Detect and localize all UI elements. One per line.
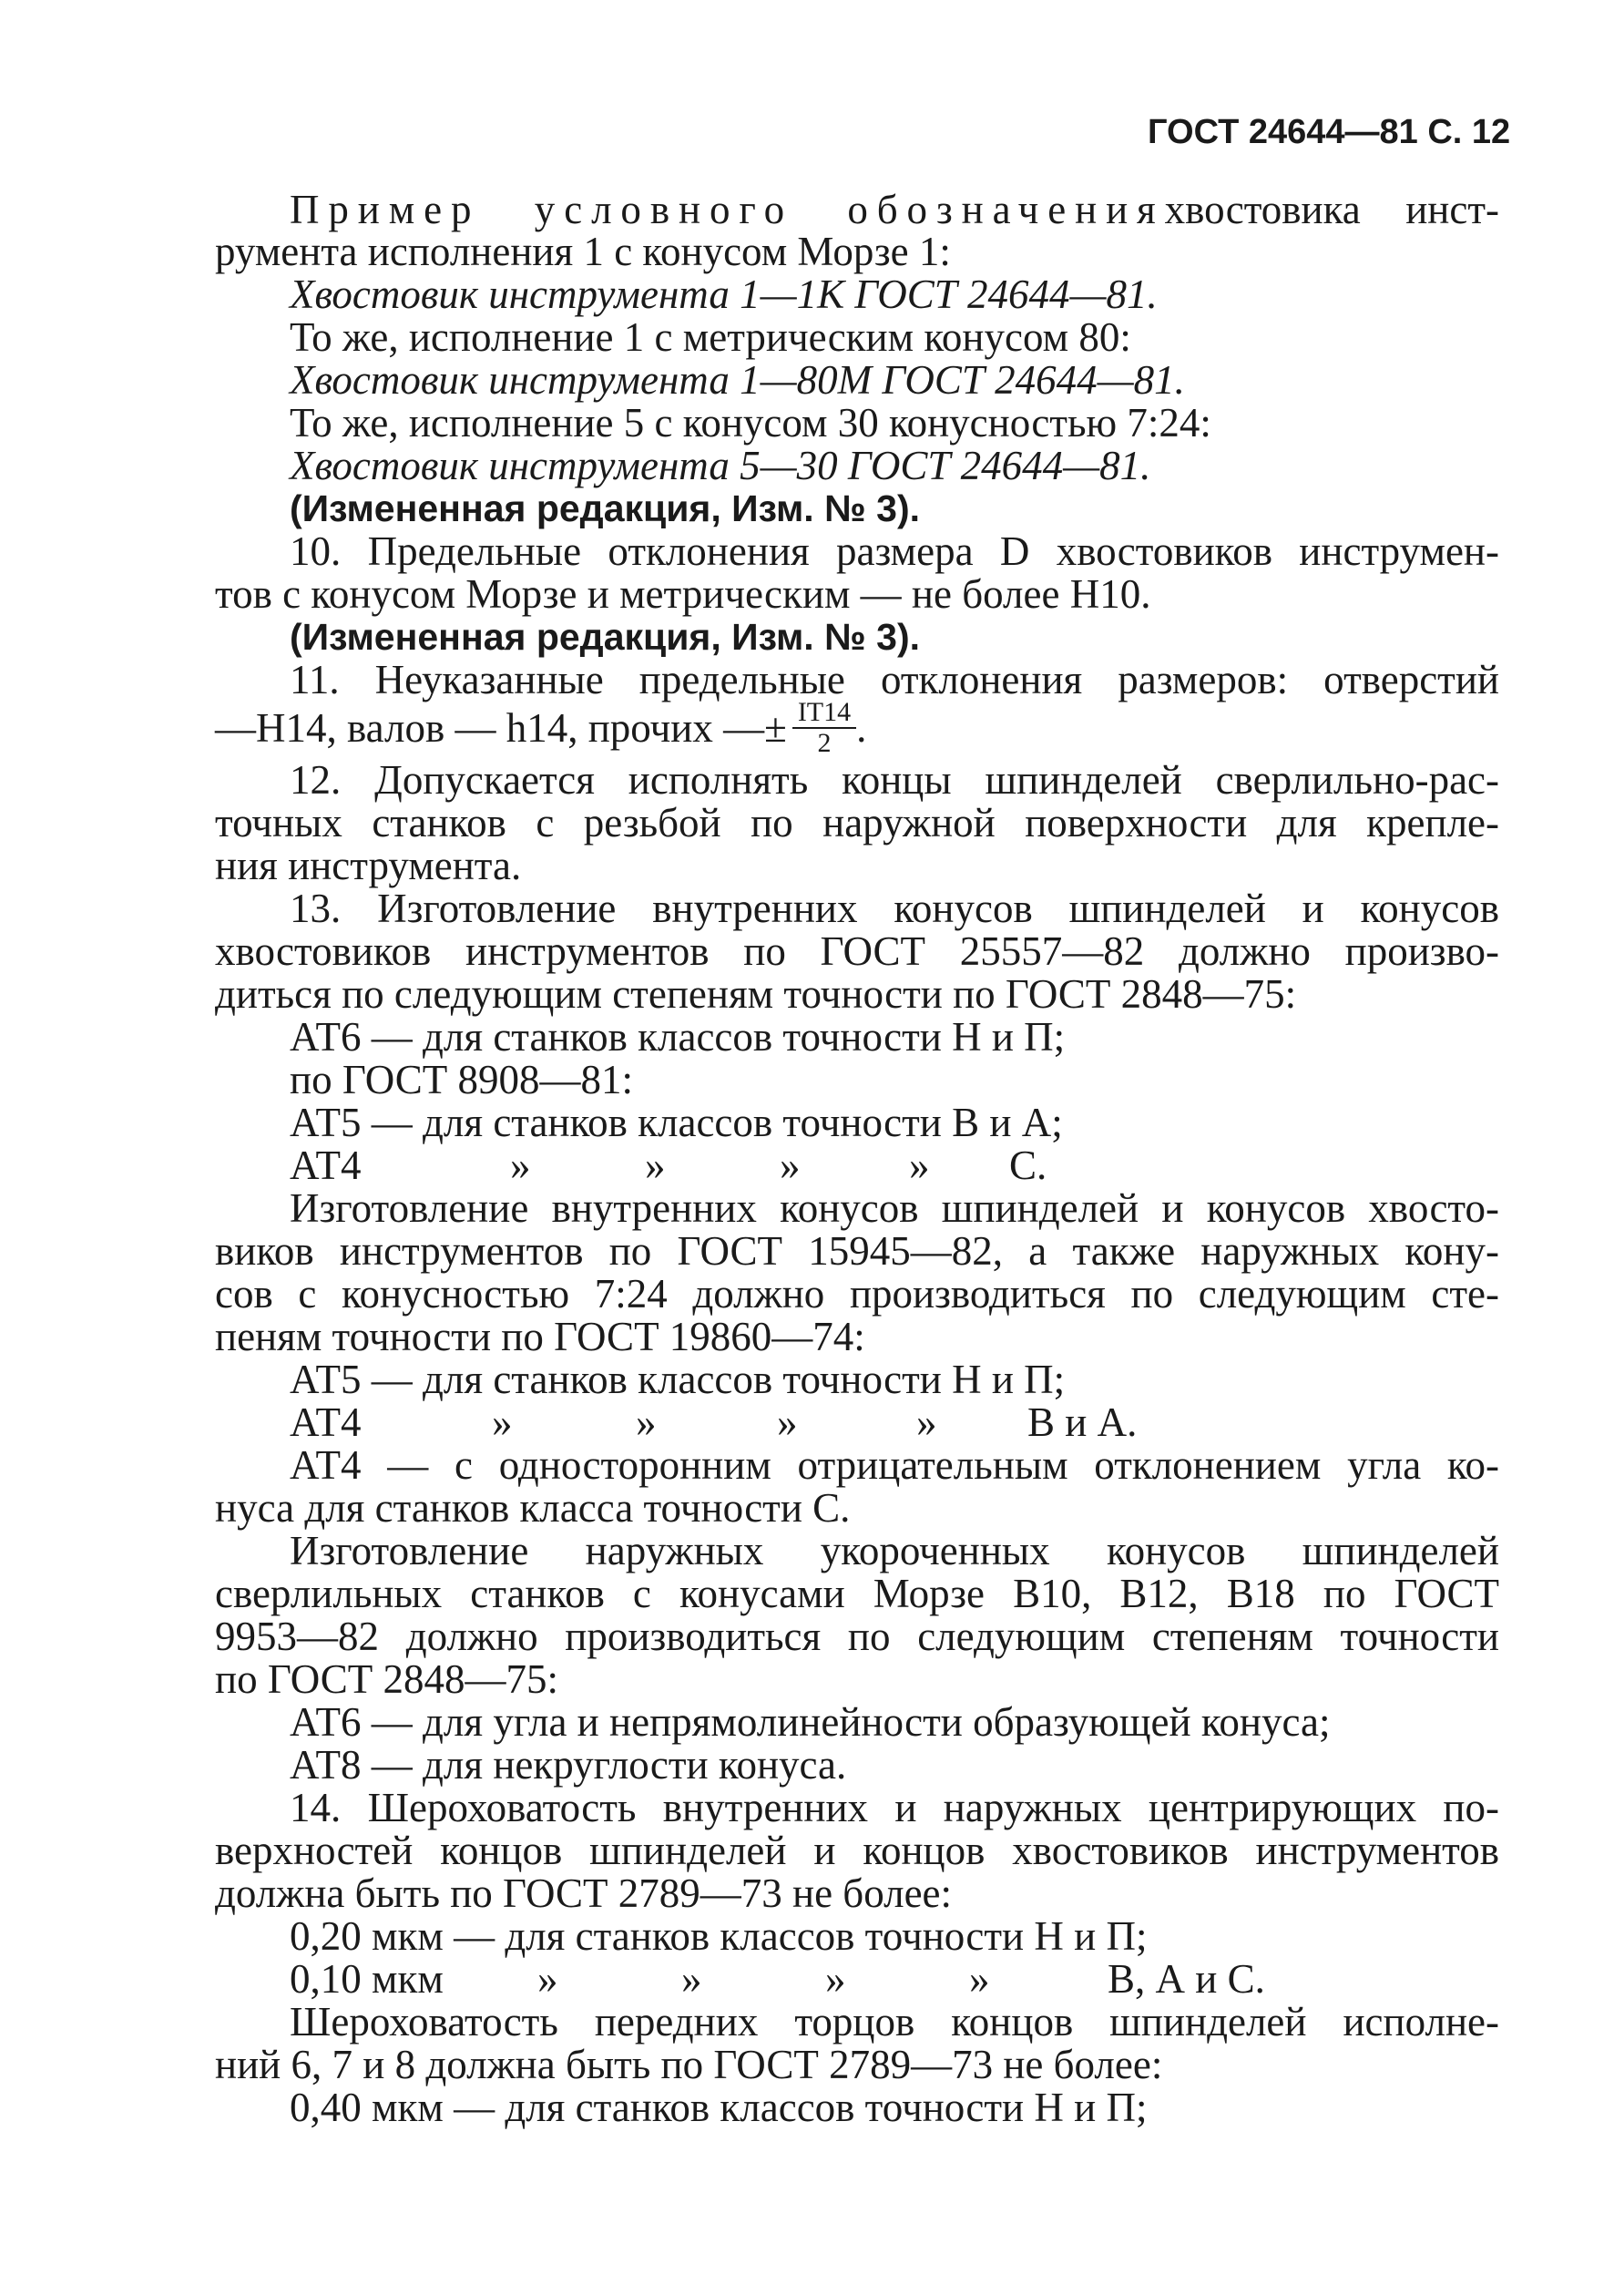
example-designation: Хвостовик инструмента 5—30 ГОСТ 24644—81. (290, 443, 1151, 488)
paragraph-line: диться по следующим степеням точности по ГОСТ 2848—75: (215, 971, 1297, 1017)
fraction-numerator: IT14 (792, 698, 856, 729)
text-run: В и А. (1027, 1399, 1138, 1445)
text-run: 0,10 мкм (290, 1956, 444, 2002)
paragraph-line: румента исполнения 1 с конусом Морзе 1: (215, 229, 951, 274)
text-run: АТ4 (290, 1399, 362, 1445)
paragraph-line: 11. Неуказанные предельные отклонения размеров: отверстий (290, 657, 1499, 702)
ditto-mark: » (492, 1399, 513, 1445)
paragraph-line: 9953—82 должно производиться по следующим степеням точности (215, 1614, 1499, 1659)
paragraph-line: 0,40 мкм — для станков классов точности Н и П; (290, 2085, 1148, 2130)
ditto-line (290, 1142, 1082, 1189)
ditto-mark: » (825, 1956, 846, 2002)
ditto-mark: » (510, 1143, 531, 1188)
paragraph-line: 14. Шероховатость внутренних и наружных центрирующих по- (290, 1785, 1499, 1830)
paragraph-line: То же, исполнение 5 с конусом 30 конусностью 7:24: (290, 400, 1211, 446)
paragraph-line: пеням точности по ГОСТ 19860—74: (215, 1314, 865, 1359)
paragraph-line: АТ8 — для некруглости конуса. (290, 1742, 847, 1788)
ditto-mark: » (909, 1143, 930, 1188)
tolerance-fraction (792, 698, 856, 758)
paragraph-line: Изготовление наружных укороченных конусов шпинделей (290, 1528, 1499, 1573)
page-header: ГОСТ 24644—81 С. 12 (1148, 113, 1511, 151)
ditto-mark: » (969, 1956, 990, 2002)
paragraph-line: 0,20 мкм — для станков классов точности Н и П; (290, 1913, 1148, 1959)
emphasis-spaced: Пример условного обозначения (290, 187, 1165, 232)
example-designation: Хвостовик инструмента 1—1К ГОСТ 24644—81. (290, 272, 1158, 317)
amendment-note: (Измененная редакция, Изм. № 3). (290, 616, 921, 658)
amendment-note: (Измененная редакция, Изм. № 3). (290, 487, 921, 529)
ditto-mark: » (777, 1399, 798, 1445)
ditto-mark: » (780, 1143, 801, 1188)
paragraph-line: ний 6, 7 и 8 должна быть по ГОСТ 2789—73 не более: (215, 2042, 1163, 2087)
paragraph-line: сверлильных станков с конусами Морзе В10, В12, В18 по ГОСТ (215, 1571, 1499, 1616)
paragraph-line: АТ5 — для станков классов точности Н и П; (290, 1357, 1066, 1402)
paragraph-line: тов с конусом Морзе и метрическим — не более Н10. (215, 571, 1151, 617)
text-run: —Н14, валов — h14, прочих —± (215, 704, 787, 751)
example-designation: Хвостовик инструмента 1—80М ГОСТ 24644—81. (290, 357, 1185, 403)
fraction-denominator: 2 (817, 727, 832, 758)
paragraph-line: 10. Предельные отклонения размера D хвостовиков инструмен- (290, 528, 1499, 574)
text-run: С. (1009, 1143, 1047, 1188)
paragraph-line: ния инструмента. (215, 843, 522, 888)
paragraph-line: хвостовиков инструментов по ГОСТ 25557—82 должно произво- (215, 928, 1499, 974)
paragraph-line: должна быть по ГОСТ 2789—73 не более: (215, 1870, 953, 1916)
paragraph-line (215, 692, 866, 759)
paragraph-line: 13. Изготовление внутренних конусов шпинделей и конусов (290, 886, 1499, 931)
ditto-mark: » (681, 1956, 702, 2002)
paragraph-line: по ГОСТ 2848—75: (215, 1656, 559, 1702)
paragraph-line: по ГОСТ 8908—81: (290, 1057, 634, 1102)
paragraph-line: нуса для станков класса точности С. (215, 1485, 851, 1531)
paragraph-line: АТ4 — с односторонним отрицательным отклонением угла ко- (290, 1442, 1499, 1488)
ditto-mark: » (636, 1399, 657, 1445)
paragraph-line: верхностей концов шпинделей и концов хвостовиков инструментов (215, 1828, 1499, 1873)
ditto-mark: » (537, 1956, 558, 2002)
paragraph-line: 12. Допускается исполнять концы шпинделей сверлильно-рас- (290, 757, 1499, 803)
paragraph-line: сов с конусностью 7:24 должно производиться по следующим сте- (215, 1271, 1499, 1317)
paragraph-line: АТ5 — для станков классов точности В и А; (290, 1100, 1063, 1145)
ditto-mark: » (645, 1143, 666, 1188)
text-run: . (856, 704, 867, 751)
text-run: хвостовика инст- (1164, 187, 1499, 232)
ditto-line (290, 1955, 1292, 2003)
text-run: В, А и С. (1108, 1956, 1265, 2002)
paragraph-line: АТ6 — для станков классов точности Н и П; (290, 1014, 1066, 1060)
paragraph-line: АТ6 — для угла и непрямолинейности образующей конуса; (290, 1699, 1331, 1745)
ditto-mark: » (916, 1399, 937, 1445)
paragraph-line: Изготовление внутренних конусов шпинделей и конусов хвосто- (290, 1185, 1499, 1231)
paragraph-line: точных станков с резьбой по наружной поверхности для крепле- (215, 800, 1499, 845)
text-run: АТ4 (290, 1143, 362, 1188)
paragraph-line (290, 186, 1499, 233)
ditto-line (290, 1399, 1164, 1446)
paragraph-line: Шероховатость передних торцов концов шпинделей исполне- (290, 1999, 1499, 2044)
paragraph-line: То же, исполнение 1 с метрическим конусом 80: (290, 314, 1131, 360)
paragraph-line: виков инструментов по ГОСТ 15945—82, а также наружных кону- (215, 1228, 1499, 1274)
